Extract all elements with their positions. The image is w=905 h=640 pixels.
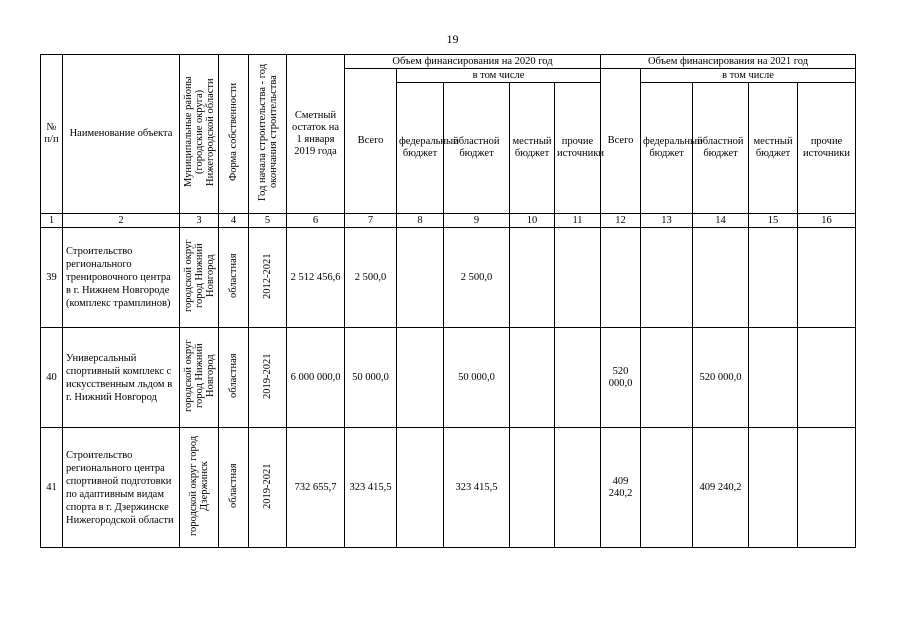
header-federal-2021: федеральный бюджет: [641, 83, 693, 214]
cell-t2021: 409 240,2: [601, 428, 641, 548]
column-number: 9: [444, 214, 510, 228]
header-other-2020: прочие источники: [555, 83, 601, 214]
header-ownership: Форма собственности: [219, 55, 249, 214]
cell-t2020: 2 500,0: [345, 228, 397, 328]
cell-f2021: [641, 228, 693, 328]
cell-o2020: [555, 328, 601, 428]
header-local-2020: местный бюджет: [510, 83, 555, 214]
cell-t2021: 520 000,0: [601, 328, 641, 428]
column-number: 13: [641, 214, 693, 228]
cell-l2020: [510, 428, 555, 548]
cell-l2020: [510, 328, 555, 428]
header-years: Год начала строительства - год окончания строительства: [249, 55, 287, 214]
cell-r2020: 2 500,0: [444, 228, 510, 328]
cell-estimate: 6 000 000,0: [287, 328, 345, 428]
cell-name: Строительство регионального тренировочного центра в г. Нижнем Новгороде (комплекс трамплинов): [63, 228, 180, 328]
column-number: 4: [219, 214, 249, 228]
cell-municipality: городской округ город Дзержинск: [180, 428, 219, 548]
cell-name: Строительство регионального центра спортивной подготовки по адаптивным видам спорта в г. Дзержинске Нижегородской области: [63, 428, 180, 548]
column-numbers-row: [41, 214, 856, 228]
header-fin2020: Объем финансирования на 2020 год: [345, 55, 601, 69]
header-other-2021: прочие источники: [798, 83, 856, 214]
cell-years: 2012-2021: [249, 228, 287, 328]
cell-ownership: областная: [219, 228, 249, 328]
header-total-2021: Всего: [601, 69, 641, 214]
cell-r2021: 409 240,2: [693, 428, 749, 548]
header-including-2020: в том числе: [397, 69, 601, 83]
column-number: 14: [693, 214, 749, 228]
cell-o2021: [798, 328, 856, 428]
cell-r2020: 323 415,5: [444, 428, 510, 548]
header-regional-2021: областной бюджет: [693, 83, 749, 214]
cell-o2021: [798, 228, 856, 328]
cell-years: 2019-2021: [249, 428, 287, 548]
cell-t2020: 50 000,0: [345, 328, 397, 428]
financing-table: [40, 54, 856, 548]
cell-num: 39: [41, 228, 63, 328]
column-number: 12: [601, 214, 641, 228]
cell-t2021: [601, 228, 641, 328]
column-number: 7: [345, 214, 397, 228]
table-row: [41, 428, 856, 548]
column-number: 15: [749, 214, 798, 228]
cell-f2020: [397, 428, 444, 548]
header-estimate: Сметный остаток на 1 января 2019 года: [287, 55, 345, 214]
cell-f2021: [641, 328, 693, 428]
table-row: [41, 328, 856, 428]
cell-r2020: 50 000,0: [444, 328, 510, 428]
column-number: 10: [510, 214, 555, 228]
cell-years: 2019-2021: [249, 328, 287, 428]
header-fin2021: Объем финансирования на 2021 год: [601, 55, 856, 69]
cell-ownership: областная: [219, 428, 249, 548]
cell-o2021: [798, 428, 856, 548]
cell-r2021: 520 000,0: [693, 328, 749, 428]
header-total-2020: Всего: [345, 69, 397, 214]
column-number: 8: [397, 214, 444, 228]
page-number: 19: [446, 32, 459, 46]
column-number: 3: [180, 214, 219, 228]
cell-num: 41: [41, 428, 63, 548]
header-federal-2020: федеральный бюджет: [397, 83, 444, 214]
cell-municipality: городской округ город Нижний Новгород: [180, 228, 219, 328]
cell-o2020: [555, 428, 601, 548]
header-local-2021: местный бюджет: [749, 83, 798, 214]
column-number: 5: [249, 214, 287, 228]
cell-f2020: [397, 328, 444, 428]
cell-f2021: [641, 428, 693, 548]
column-number: 2: [63, 214, 180, 228]
column-number: 16: [798, 214, 856, 228]
cell-estimate: 2 512 456,6: [287, 228, 345, 328]
column-number: 11: [555, 214, 601, 228]
header-including-2021: в том числе: [641, 69, 856, 83]
cell-l2021: [749, 328, 798, 428]
cell-t2020: 323 415,5: [345, 428, 397, 548]
cell-l2021: [749, 428, 798, 548]
cell-r2021: [693, 228, 749, 328]
column-number: 1: [41, 214, 63, 228]
cell-estimate: 732 655,7: [287, 428, 345, 548]
table-row: [41, 228, 856, 328]
header-regional-2020: областной бюджет: [444, 83, 510, 214]
column-number: 6: [287, 214, 345, 228]
header-municipality: Муниципальные районы (городские округа) Нижегородской области: [180, 55, 219, 214]
cell-num: 40: [41, 328, 63, 428]
cell-ownership: областная: [219, 328, 249, 428]
header-num: № п/п: [41, 55, 63, 214]
cell-name: Универсальный спортивный комплекс с искусственным льдом в г. Нижний Новгород: [63, 328, 180, 428]
cell-l2020: [510, 228, 555, 328]
header-name: Наименование объекта: [63, 55, 180, 214]
cell-f2020: [397, 228, 444, 328]
cell-o2020: [555, 228, 601, 328]
cell-l2021: [749, 228, 798, 328]
cell-municipality: городской округ город Нижний Новгород: [180, 328, 219, 428]
